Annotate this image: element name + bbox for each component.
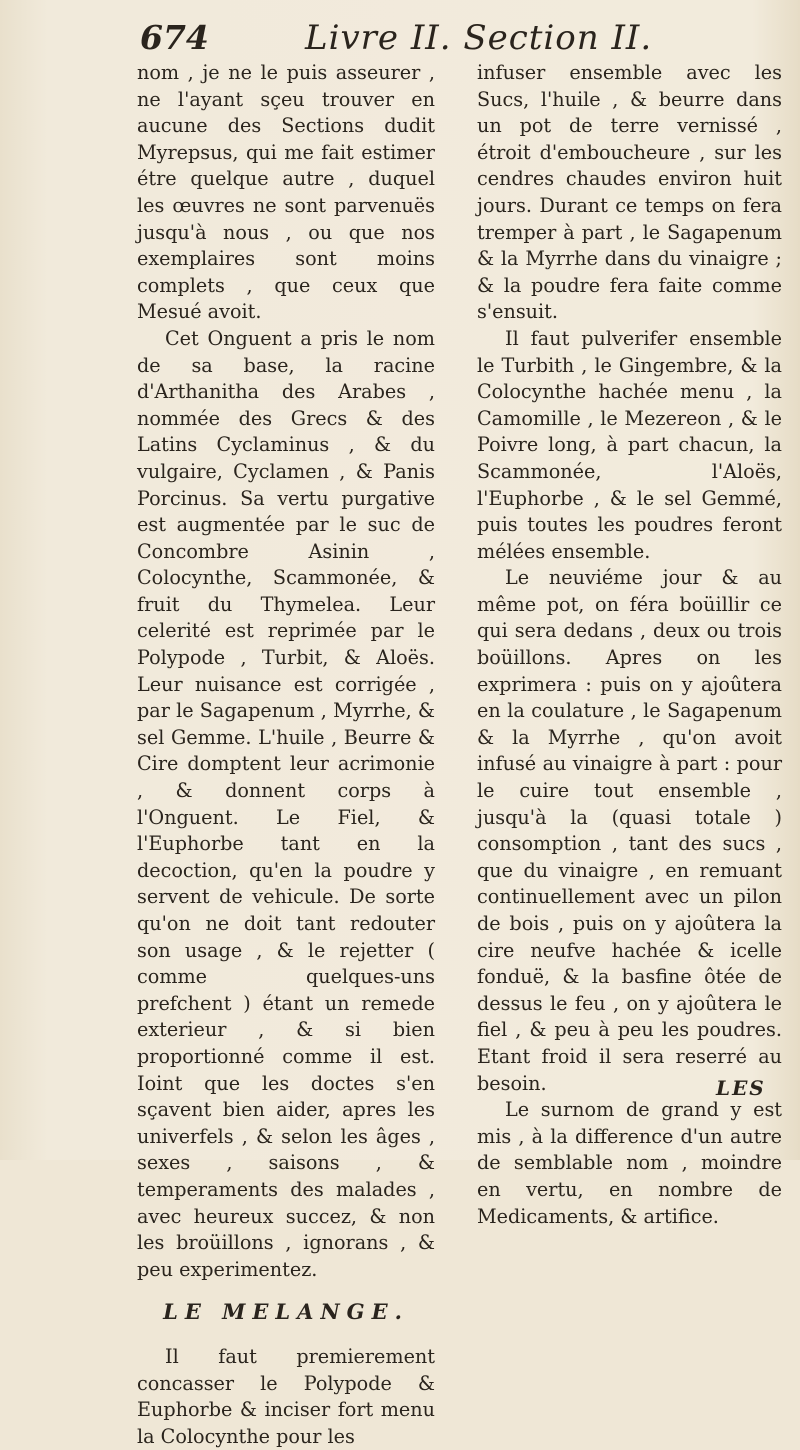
paragraph: nom , je ne le puis asseurer , ne l'ayant sçeu trouver en aucune des Sections dudit Myrepsus, qui me fait estimer étre quelque autre , duquel les œuvres ne sont parvenuës jusqu'à nous , ou que nos exemplaires sont moins complets , que ceux que Mesué avoit. [137,61,435,324]
left-column [137,60,435,1450]
paragraph: Le surnom de grand y est mis , à la difference d'un autre de semblable nom , moindre en vertu, en nombre de Medicaments, & artifice. [477,1098,782,1228]
right-column [477,60,782,1230]
paragraph: Cet Onguent a pris le nom de sa base, la racine d'Arthanitha des Arabes , nommée des Grecs & des Latins Cyclaminus , & du vulgaire, Cyclamen , & Panis Porcinus. Sa vertu purgative est augmentée par le suc de Concombre Asinin , Colocynthe, Scammonée, & fruit du Thymelea. Leur celerité est reprimée par le Polypode , Turbit, & Aloës. Leur nuisance est corrigée , par le Sagapenum , Myrrhe, & sel Gemme. L'huile , Beurre & Cire domptent leur acrimonie , & donnent corps à l'Onguent. Le Fiel, & l'Euphorbe tant en la decoction, qu'en la poudre y servent de vehicule. De sorte qu'on ne doit tant redouter son usage , & le rejetter ( comme quelques-uns prefchent ) étant un remede exterieur , & si bien proportionné comme il est. Ioint que les doctes s'en sçavent bien aider, apres les univerfels , & selon les âges , sexes , saisons , & temperaments des malades , avec heureux succez, & non les broüillons , ignorans , & peu experimentez. [137,326,435,1281]
catchword: LES [716,1076,766,1100]
paragraph: infuser ensemble avec les Sucs, l'huile , & beurre dans un pot de terre vernissé , étroit d'emboucheure , sur les cendres chaudes environ huit jours. Durant ce temps on fera tremper à part , le Sagapenum & la Myrrhe dans du vinaigre ; & la poudre fera faite comme s'ensuit. [477,61,782,324]
page-number: 674 [140,18,209,57]
paragraph: Le neuviéme jour & au même pot, on féra boüillir ce qui sera dedans , deux ou trois boüillons. Apres on les exprimera : puis on y ajoûtera en la coulature , le Sagapenum & la Myrrhe , qu'on avoit infusé au vinaigre à part : pour le cuire tout ensemble , jusqu'à la (quasi totale ) consomption , tant des sucs , que du vinaigre , en remuant continuellement avec un pilon de bois , puis on y ajoûtera la cire neufve hachée & icelle fonduë, & la basfine ôtée de dessus le feu , on y ajoûtera le fiel , & peu à peu les poudres. Etant froid il sera reserré au besoin. [477,566,782,1095]
paragraph: Il faut premierement concasser le Polypode & Euphorbe & inciser fort menu la Colocynthe pour les [137,1344,435,1448]
section-heading: LE MELANGE. [163,1299,409,1325]
paragraph: Il faut pulverifer ensemble le Turbith , le Gingembre, & la Colocynthe hachée menu , la Camomille , le Mezereon , & le Poivre long, à part chacun, la Scammonée, l'Aloës, l'Euphorbe , & le sel Gemmé, puis toutes les poudres feront mélées ensemble. [477,326,782,563]
running-title: Livre II. Section II. [305,18,653,58]
